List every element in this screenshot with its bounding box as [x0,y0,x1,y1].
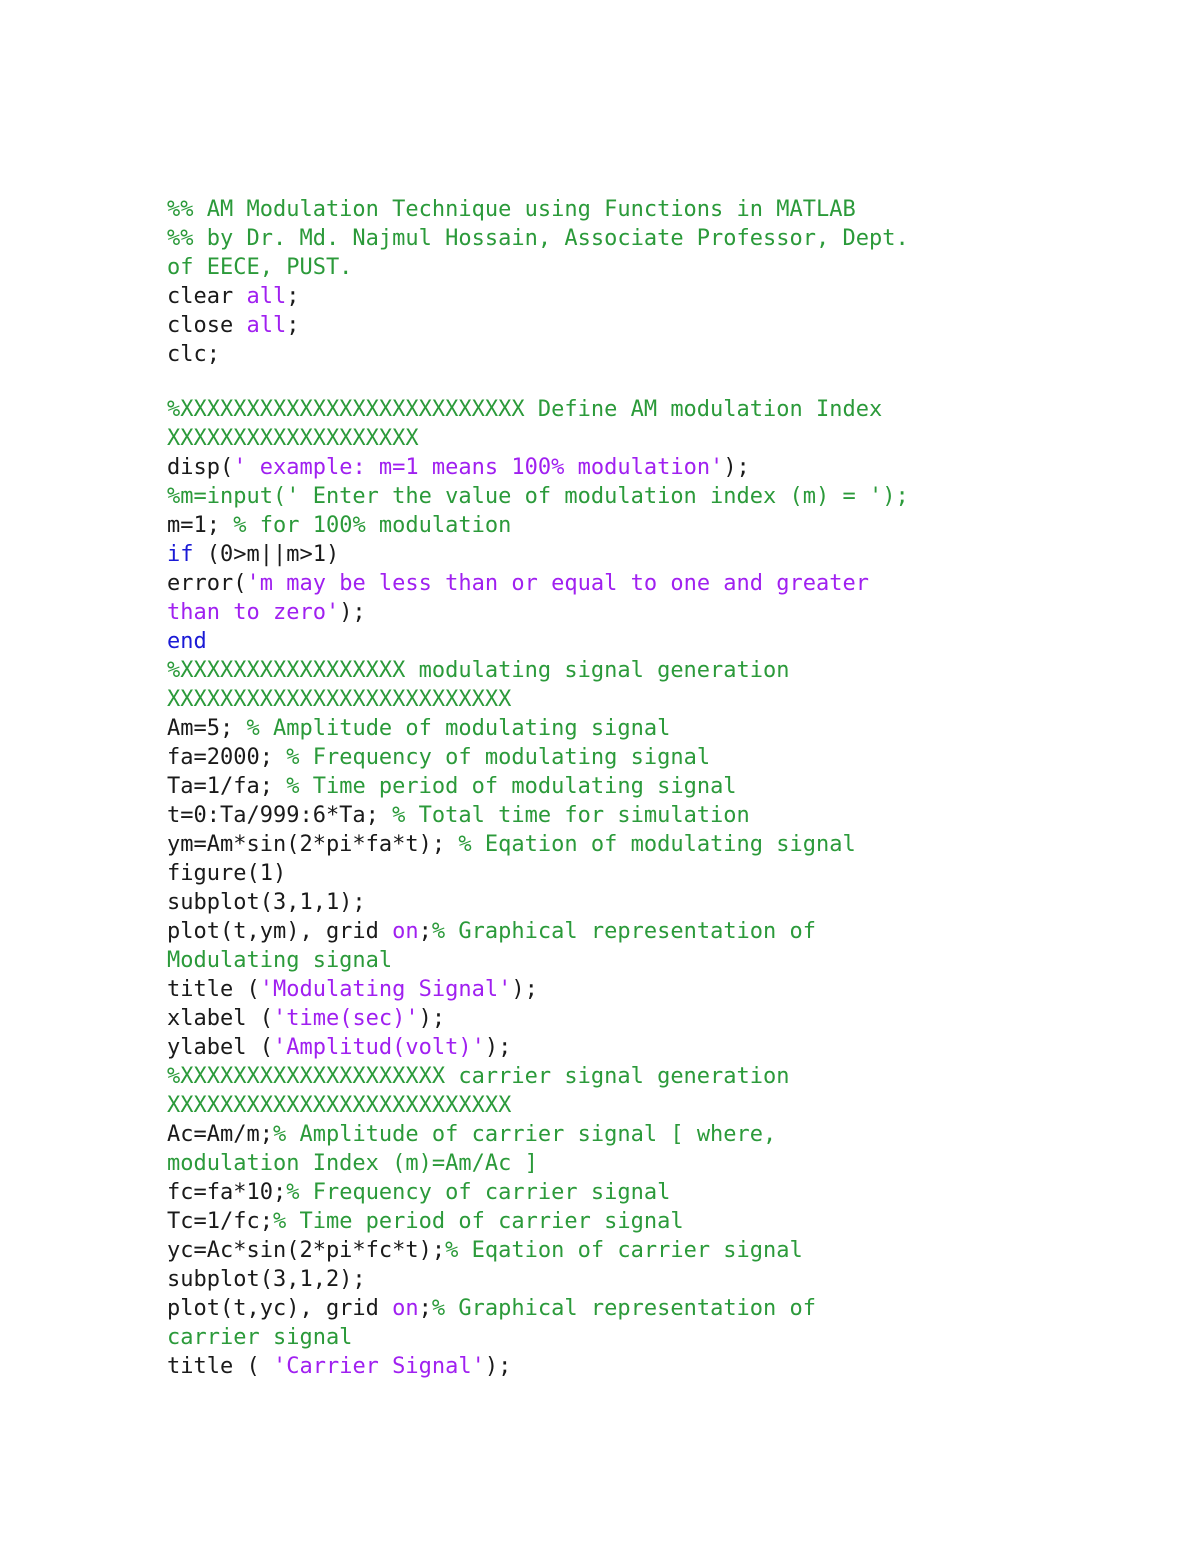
code-string: 'm may be less than or equal to one and greater [246,571,870,596]
code-string: on [392,919,419,944]
code-line [167,253,1157,282]
code-text: ym=Am*sin(2*pi*fa*t); [167,832,459,857]
code-comment: % Time period of carrier signal [272,1209,684,1234]
code-line [167,917,1157,946]
code-line [167,540,1157,569]
code-line [167,340,1157,369]
code-string: on [392,1296,419,1321]
code-comment: % Eqation of carrier signal [445,1238,803,1263]
code-comment: of EECE, PUST. [167,255,353,280]
code-line [167,888,1157,917]
code-line [167,598,1157,627]
code-text: plot(t,yc), grid [167,1296,393,1321]
code-text: ); [418,1006,446,1031]
code-line [167,1323,1157,1352]
code-text: t=0:Ta/999:6*Ta; [167,803,393,828]
code-text: clear [167,284,247,309]
code-text: ); [511,977,538,1002]
code-comment: %m=input(' Enter the value of modulation index (m) = '); [167,484,909,509]
code-line [167,743,1157,772]
code-line [167,511,1157,540]
code-string: all [246,313,287,338]
code-text: ); [484,1354,512,1379]
code-comment: Modulating signal [167,948,393,973]
code-comment: % Frequency of carrier signal [286,1180,671,1205]
code-line [167,311,1157,340]
code-line [167,975,1157,1004]
code-line [167,424,1157,453]
code-text: Ac=Am/m; [167,1122,273,1147]
code-text: Am=5; [167,716,247,741]
code-line [167,569,1157,598]
code-line [167,195,1157,224]
code-comment: %XXXXXXXXXXXXXXXXX modulating signal generation [167,658,790,683]
code-comment: % Eqation of modulating signal [458,832,856,857]
code-text: ; [286,284,300,309]
code-text: (0>m||m>1) [193,542,340,567]
code-line [167,685,1157,714]
code-comment: % Amplitude of modulating signal [246,716,671,741]
code-text: xlabel ( [167,1006,273,1031]
code-text: title ( [167,977,260,1002]
code-comment: %% by Dr. Md. Najmul Hossain, Associate Professor, Dept. [167,226,909,251]
code-text: figure(1) [167,861,287,886]
code-comment: %XXXXXXXXXXXXXXXXXXXXXXXXXX Define AM modulation Index [167,397,883,422]
code-comment: carrier signal [167,1325,353,1350]
code-line [167,453,1157,482]
code-text: subplot(3,1,1); [167,890,366,915]
code-line [167,1265,1157,1294]
code-string: 'Modulating Signal' [259,977,512,1002]
code-text: disp( [167,455,234,480]
code-text: clc; [167,342,220,367]
code-line [167,369,1157,395]
code-line [167,482,1157,511]
code-string: than to zero' [167,600,340,625]
code-comment: % Frequency of modulating signal [286,745,711,770]
code-line [167,1236,1157,1265]
code-string: 'Amplitud(volt)' [272,1035,485,1060]
code-text: ); [339,600,366,625]
code-text: Tc=1/fc; [167,1209,273,1234]
code-comment: modulation Index (m)=Am/Ac ] [167,1151,538,1176]
code-line [167,1149,1157,1178]
code-comment: % for 100% modulation [233,513,512,538]
code-text: m=1; [167,513,234,538]
code-comment: XXXXXXXXXXXXXXXXXXXXXXXXXX [167,1093,512,1118]
code-keyword: if [167,542,194,567]
code-comment: % Graphical representation of [431,1296,817,1321]
code-text: ); [723,455,750,480]
code-line [167,656,1157,685]
code-text: ); [484,1035,512,1060]
code-text: plot(t,ym), grid [167,919,393,944]
code-line [167,772,1157,801]
code-text: subplot(3,1,2); [167,1267,366,1292]
code-text: Ta=1/fa; [167,774,287,799]
code-comment: % Graphical representation of [431,919,817,944]
code-comment: % Time period of modulating signal [286,774,737,799]
code-comment: %XXXXXXXXXXXXXXXXXXXX carrier signal generation [167,1064,790,1089]
code-string: ' example: m=1 means 100% modulation' [233,455,724,480]
code-line [167,1091,1157,1120]
code-line [167,946,1157,975]
code-line [167,282,1157,311]
code-text: yc=Ac*sin(2*pi*fc*t); [167,1238,446,1263]
code-line [167,1207,1157,1236]
code-line [167,801,1157,830]
code-line [167,1033,1157,1062]
code-line [167,1004,1157,1033]
code-line [167,1352,1157,1381]
code-text: ; [418,919,432,944]
code-text: title ( [167,1354,273,1379]
code-text: close [167,313,247,338]
code-comment: % Amplitude of carrier signal [ where, [272,1122,777,1147]
code-string: 'time(sec)' [272,1006,419,1031]
code-comment: XXXXXXXXXXXXXXXXXXXXXXXXXX [167,687,512,712]
code-comment: %% AM Modulation Technique using Functions in MATLAB [167,197,856,222]
code-text: ; [286,313,300,338]
code-listing [167,195,1157,1381]
code-comment: XXXXXXXXXXXXXXXXXXX [167,426,419,451]
code-line [167,859,1157,888]
code-text: fa=2000; [167,745,287,770]
code-line [167,830,1157,859]
code-line [167,395,1157,424]
code-line [167,714,1157,743]
code-line [167,1178,1157,1207]
code-text: ; [418,1296,432,1321]
code-keyword: end [167,629,207,654]
code-line [167,224,1157,253]
code-line [167,1294,1157,1323]
code-comment: % Total time for simulation [392,803,750,828]
code-text: ylabel ( [167,1035,273,1060]
code-text: fc=fa*10; [167,1180,287,1205]
code-string: all [246,284,287,309]
code-text: error( [167,571,247,596]
code-line [167,1120,1157,1149]
code-line [167,627,1157,656]
code-line [167,1062,1157,1091]
code-string: 'Carrier Signal' [272,1354,485,1379]
